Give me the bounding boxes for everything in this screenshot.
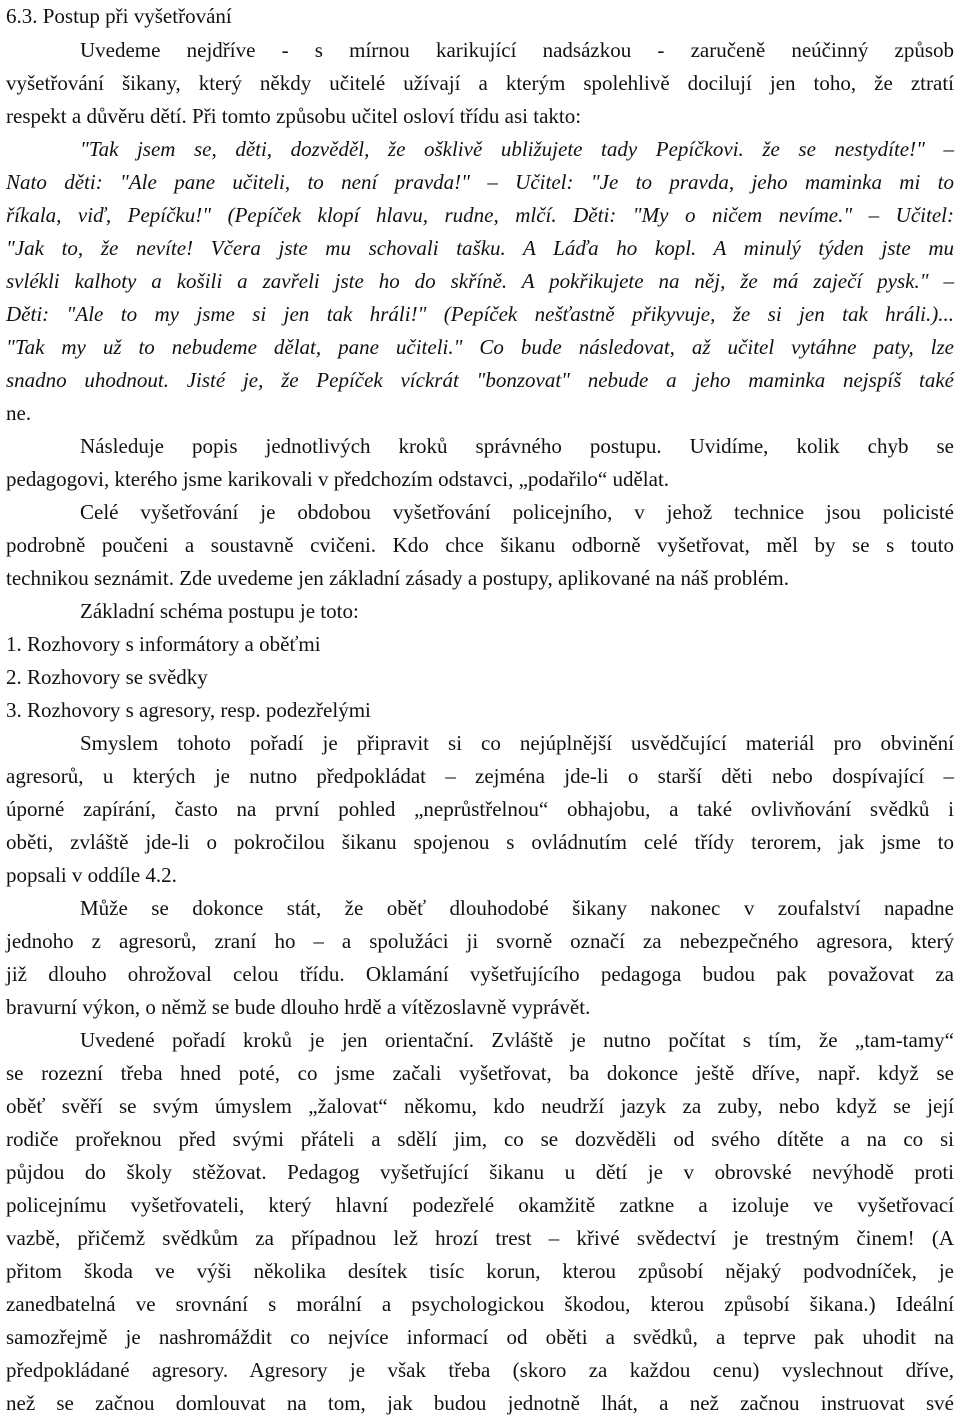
text-line: bravurní výkon, o němž se bude dlouho hrdě a vítězoslavně vyprávět. (6, 995, 591, 1019)
dialogue-line: "Tak my už to nebudeme dělat, pane učiteli." Co bude následovat, až učitel vytáhne paty, lze (6, 335, 954, 359)
text-line: policejnímu vyšetřovateli, který hlavní podezřelé okamžitě zatkne a izoluje ve vyšetřovací (6, 1193, 954, 1217)
dialogue-line: říkala, viď, Pepíčku!" (Pepíček klopí hlavu, rudne, mlčí. Děti: "My o ničem nevíme." – Učitel: (6, 203, 954, 227)
text-line: se rozezní třeba hned poté, co jsme začali vyšetřovat, ba dokonce ještě dříve, např. když se (6, 1061, 954, 1085)
text-line: půjdou do školy stěžovat. Pedagog vyšetřující šikanu u dětí je v obrovské nevýhodě proti (6, 1160, 954, 1184)
dialogue-line: Děti: "Ale to my jsme si jen tak hráli!" (Pepíček nešťastně přikyvuje, že si jen tak hráli.)... (6, 302, 954, 326)
dialogue-line: "Tak jsem se, děti, dozvěděl, že ošklivě ubližujete tady Pepíčkovi. že se nestydíte!" – (80, 137, 954, 161)
text-line: ne. (6, 401, 32, 425)
text-line: technikou seznámit. Zde uvedeme jen základní zásady a postupy, aplikované na náš problém. (6, 566, 789, 590)
text-line: zanedbatelná ve srovnání s morální a psychologickou škodou, kterou způsobí šikana.) Ideální (6, 1292, 954, 1316)
text-line: Následuje popis jednotlivých kroků správného postupu. Uvidíme, kolik chyb se (80, 434, 954, 458)
text-line: podrobně poučeni a soustavně cvičeni. Kdo chce šikanu odborně vyšetřovat, měl by se s touto (6, 533, 954, 557)
text-line: respekt a důvěru dětí. Při tomto způsobu učitel osloví třídu asi takto: (6, 104, 582, 128)
text-line: úporné zapírání, často na první pohled „neprůstřelnou“ obhajobu, a také ovlivňování svědků i (6, 797, 954, 821)
text-line: než se začnou domlouvat na tom, jak budou jednotně lhát, a než začnou instruovat své (6, 1391, 954, 1415)
text-line: oběť svěří se svým úmyslem „žalovat“ někomu, kdo neudrží jazyk za zuby, nebo když se její (6, 1094, 954, 1118)
text-line: předpokládané agresory. Agresory je však třeba (skoro za každou cenu) vyslechnout dříve, (6, 1358, 954, 1382)
dialogue-line: snadno uhodnout. Jisté je, že Pepíček víckrát "bonzovat" nebude a jeho maminka nejspíš také (6, 368, 954, 392)
list-item: 3. Rozhovory s agresory, resp. podezřelými (6, 698, 371, 722)
dialogue-line: Nato děti: "Ale pane učiteli, to není pravda!" – Učitel: "Je to pravda, jeho maminka mi to (6, 170, 954, 194)
text-line: Celé vyšetřování je obdobou vyšetřování policejního, v jehož technice jsou policisté (80, 500, 954, 524)
list-item: 2. Rozhovory se svědky (6, 665, 208, 689)
dialogue-line: svlékli kalhoty a košili a zavřeli jste ho do skříně. A pokřikujete na něj, že má zaječí pysk." – (6, 269, 954, 293)
text-line: popsali v oddíle 4.2. (6, 863, 177, 887)
section-heading: 6.3. Postup při vyšetřování (6, 4, 232, 28)
text-line: jednoho z agresorů, zraní ho – a spolužáci ji svorně označí za nebezpečného agresora, který (6, 929, 954, 953)
text-line: rodiče prořeknou před svými přáteli a sdělí jim, co se dozvěděli od svého dítěte a na co si (6, 1127, 954, 1151)
text-line: Smyslem tohoto pořadí je připravit si co nejúplnější usvědčující materiál pro obvinění (80, 731, 954, 755)
text-line: Uvedeme nejdříve - s mírnou karikující nadsázkou - zaručeně neúčinný způsob (80, 38, 954, 62)
text-line: již dlouho ohrožoval celou třídu. Oklamání vyšetřujícího pedagoga budou pak považovat za (6, 962, 954, 986)
text-line: Může se dokonce stát, že oběť dlouhodobé šikany nakonec v zoufalství napadne (80, 896, 954, 920)
text-line: Základní schéma postupu je toto: (80, 599, 359, 623)
text-line: vazbě, přičemž svědkům za případnou lež hrozí trest – křivé svědectví je trestným činem! (A (6, 1226, 954, 1250)
list-item: 1. Rozhovory s informátory a oběťmi (6, 632, 321, 656)
text-line: agresorů, u kterých je nutno předpokládat – zejména jde-li o starší děti nebo dospívající – (6, 764, 954, 788)
text-line: Uvedené pořadí kroků je jen orientační. Zvláště je nutno počítat s tím, že „tam-tamy“ (80, 1028, 954, 1052)
text-line: přitom škoda ve výši několika desítek tisíc korun, kterou způsobí nějaký podvodníček, je (6, 1259, 954, 1283)
text-line: pedagogovi, kterého jsme karikovali v předchozím odstavci, „podařilo“ udělat. (6, 467, 670, 491)
text-line: samozřejmě je nashromáždit co nejvíce informací od oběti a svědků, a teprve pak uhodit na (6, 1325, 954, 1349)
text-line: vyšetřování šikany, který někdy učitelé užívají a kterým spolehlivě docilují jen toho, že ztratí (6, 71, 954, 95)
dialogue-line: "Jak to, že nevíte! Včera jste mu schovali tašku. A Láďa ho kopl. A minulý týden jste mu (6, 236, 954, 260)
text-line: oběti, zvláště jde-li o pokročilou šikanu spojenou s ovládnutím celé třídy terorem, jak jsme to (6, 830, 954, 854)
